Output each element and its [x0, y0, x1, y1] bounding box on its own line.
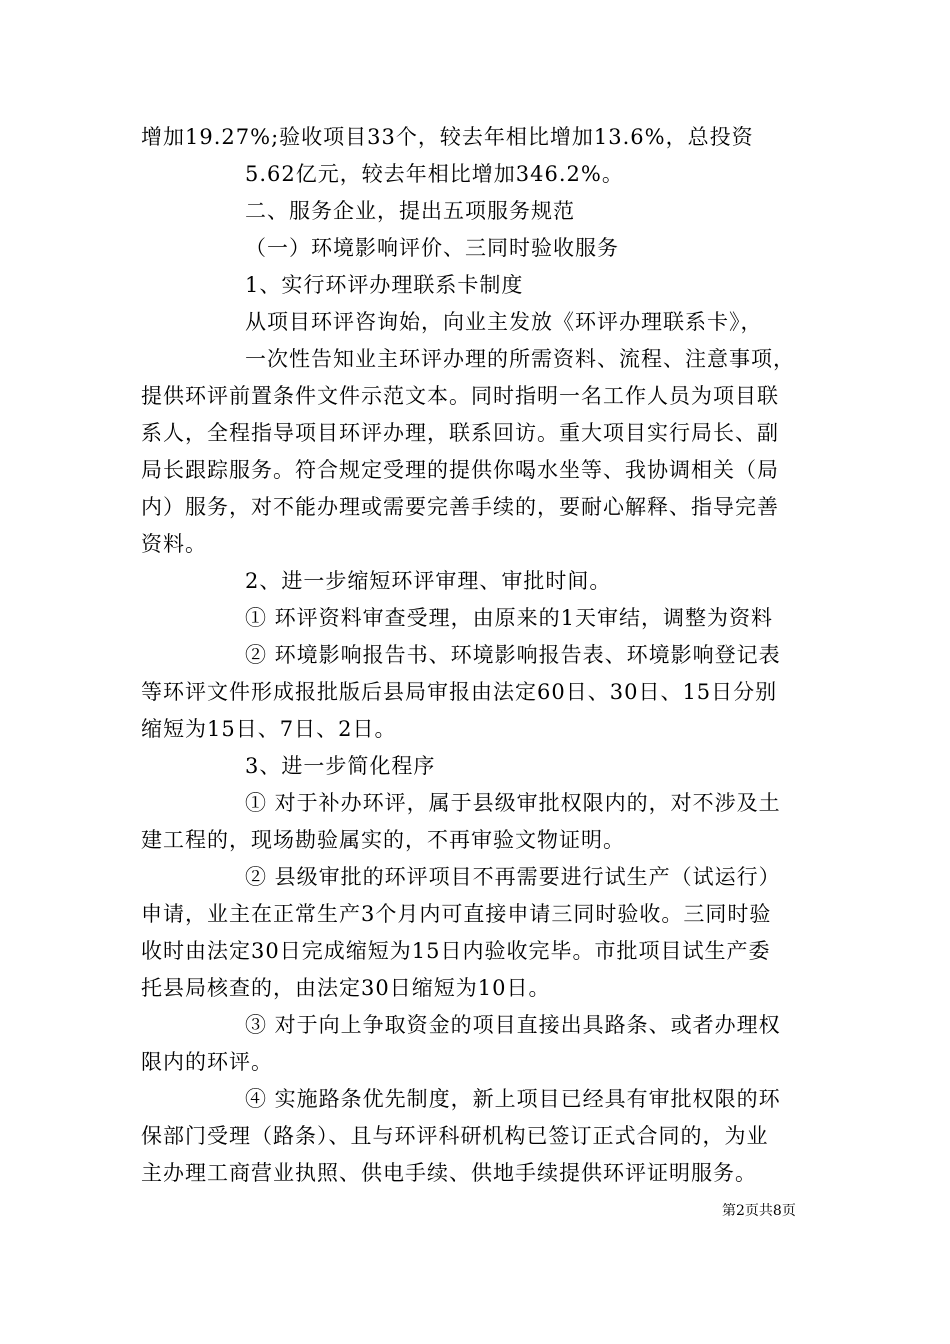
body-line: ③ 对于向上争取资金的项目直接出具路条、或者办理权 — [245, 1013, 781, 1037]
subsection-heading: （一）环境影响评价、三同时验收服务 — [245, 236, 619, 260]
body-line: 保部门受理（路条）、且与环评科研机构已签订正式合同的，为业 — [141, 1124, 769, 1148]
body-line: 内）服务，对不能办理或需要完善手续的，要耐心解释、指导完善 — [141, 495, 779, 519]
body-line: 收时由法定30日完成缩短为15日内验收完毕。市批项目试生产委 — [141, 939, 771, 963]
body-line: 提供环评前置条件文件示范文本。同时指明一名工作人员为项目联 — [141, 384, 779, 408]
body-line: ② 县级审批的环评项目不再需要进行试生产（试运行） — [245, 865, 781, 889]
item-heading: 2、进一步缩短环评审理、审批时间。 — [245, 569, 612, 593]
body-line: ① 环评资料审查受理，由原来的1天审结，调整为资料 — [245, 606, 774, 630]
body-line: 主办理工商营业执照、供电手续、供地手续提供环评证明服务。 — [141, 1161, 757, 1185]
body-line: 建工程的，现场勘验属实的，不再审验文物证明。 — [141, 828, 625, 852]
body-line: 等环评文件形成报批版后县局审报由法定60日、30日、15日分别 — [141, 680, 778, 704]
body-line: 托县局核查的，由法定30日缩短为10日。 — [141, 976, 551, 1000]
body-line: 缩短为15日、7日、2日。 — [141, 717, 397, 741]
body-line: 从项目环评咨询始，向业主发放《环评办理联系卡》， — [245, 310, 763, 334]
body-line: 限内的环评。 — [141, 1050, 273, 1074]
item-heading: 1、实行环评办理联系卡制度 — [245, 273, 524, 297]
body-line: 申请，业主在正常生产3个月内可直接申请三同时验收。三同时验 — [141, 902, 772, 926]
page-number: 第2页共8页 — [722, 1203, 796, 1219]
body-line: 一次性告知业主环评办理的所需资料、流程、注意事项， — [245, 347, 795, 371]
body-line: ④ 实施路条优先制度，新上项目已经具有审批权限的环 — [245, 1087, 781, 1111]
body-line: 增加19.27%;验收项目33个，较去年相比增加13.6%，总投资 — [141, 125, 754, 149]
body-line: 系人，全程指导项目环评办理，联系回访。重大项目实行局长、副 — [141, 421, 779, 445]
section-heading: 二、服务企业，提出五项服务规范 — [245, 199, 575, 223]
body-line: 局长跟踪服务。符合规定受理的提供你喝水坐等、我协调相关（局 — [141, 458, 779, 482]
body-line: 资料。 — [141, 532, 207, 556]
body-line: ② 环境影响报告书、环境影响报告表、环境影响登记表 — [245, 643, 781, 667]
item-heading: 3、进一步简化程序 — [245, 754, 436, 778]
body-line: ① 对于补办环评，属于县级审批权限内的，对不涉及土 — [245, 791, 781, 815]
body-line: 5.62亿元，较去年相比增加346.2%。 — [245, 162, 624, 186]
